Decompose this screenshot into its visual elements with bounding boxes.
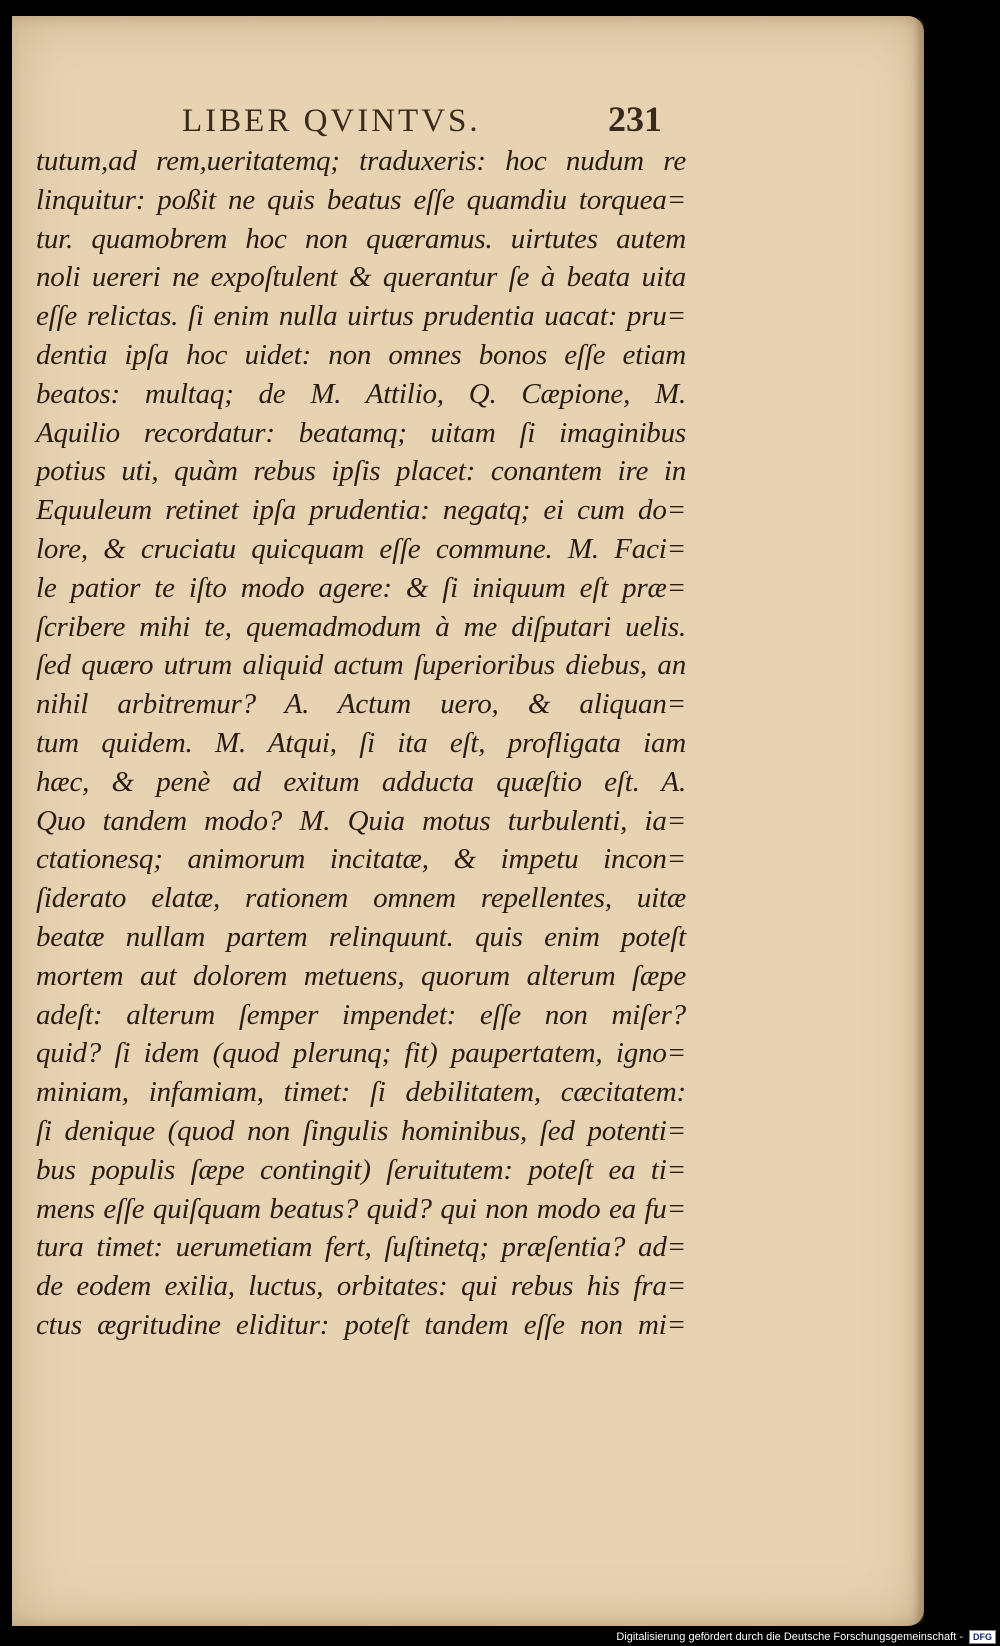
text-line: tura timet: uerumetiam fert, ſuſtinetq; præſentia? ad= <box>36 1231 686 1264</box>
text-line: mens eſſe quiſquam beatus? quid? qui non modo ea fu= <box>36 1192 686 1225</box>
running-head: LIBER QVINTVS. <box>182 103 481 139</box>
text-line: mortem aut dolorem metuens, quorum alterum ſæpe <box>36 959 686 992</box>
text-line: nihil arbitremur? A. Actum uero, & aliquan= <box>36 688 686 721</box>
text-line: adeſt: alterum ſemper impendet: eſſe non miſer? <box>36 998 686 1031</box>
text-line: dentia ipſa hoc uidet: non omnes bonos eſſe etiam <box>36 338 686 371</box>
dfg-logo: DFG <box>969 1630 996 1644</box>
text-line: ſiderato elatæ, rationem omnem repellentes, uitæ <box>36 882 686 915</box>
text-line: ctus ægritudine eliditur: poteſt tandem eſſe non mi= <box>36 1308 686 1341</box>
text-line: le patior te iſto modo agere: & ſi iniquum eſt præ= <box>36 571 686 604</box>
text-line: Equuleum retinet ipſa prudentia: negatq; ei cum do= <box>36 494 686 527</box>
text-line: noli uereri ne expoſtulent & querantur ſe à beata uita <box>36 261 686 294</box>
page-edge-shadow <box>914 16 924 1626</box>
page-header <box>182 98 662 140</box>
text-line: hæc, & penè ad exitum adducta quæſtio eſt. A. <box>36 765 686 798</box>
text-line: Aquilio recordatur: beatamq; uitam ſi imaginibus <box>36 416 686 449</box>
book-page <box>12 16 924 1626</box>
digitization-footer <box>616 1630 996 1644</box>
text-line: lore, & cruciatu quicquam eſſe commune. M. Faci= <box>36 532 686 565</box>
text-line: quid? ſi idem (quod plerunq; fit) paupertatem, igno= <box>36 1037 686 1070</box>
text-line: linquitur: poßit ne quis beatus eſſe quamdiu torquea= <box>36 183 686 216</box>
text-line: de eodem exilia, luctus, orbitates: qui rebus his fra= <box>36 1270 686 1303</box>
text-line: bus populis ſæpe contingit) ſeruitutem: poteſt ea ti= <box>36 1153 686 1186</box>
text-line: tur. quamobrem hoc non quæramus. uirtutes autem <box>36 222 686 255</box>
text-line: ſi denique (quod non ſingulis hominibus, ſed potenti= <box>36 1114 686 1147</box>
page-number: 231 <box>608 99 662 139</box>
text-line: miniam, infamiam, timet: ſi debilitatem, cæcitatem: <box>36 1076 686 1109</box>
text-line: beatos: multaq; de M. Attilio, Q. Cæpione, M. <box>36 377 686 410</box>
funding-credit: Digitalisierung gefördert durch die Deutsche Forschungsgemeinschaft - <box>616 1631 963 1643</box>
text-line: tutum,ad rem,ueritatemq; traduxeris: hoc nudum re <box>36 145 686 177</box>
text-line: Quo tandem modo? M. Quia motus turbulenti, ia= <box>36 804 686 837</box>
text-line: eſſe relictas. ſi enim nulla uirtus prudentia uacat: pru= <box>36 300 686 333</box>
body-text <box>36 142 686 1345</box>
text-line: ſed quæro utrum aliquid actum ſuperioribus diebus, an <box>36 649 686 682</box>
text-line: ſcribere mihi te, quemadmodum à me diſputari uelis. <box>36 610 686 643</box>
text-line: potius uti, quàm rebus ipſis placet: conantem ire in <box>36 455 686 488</box>
text-line: tum quidem. M. Atqui, ſi ita eſt, profligata iam <box>36 726 686 759</box>
text-line: ctationesq; animorum incitatæ, & impetu incon= <box>36 843 686 876</box>
text-line: beatæ nullam partem relinquunt. quis enim poteſt <box>36 920 686 953</box>
